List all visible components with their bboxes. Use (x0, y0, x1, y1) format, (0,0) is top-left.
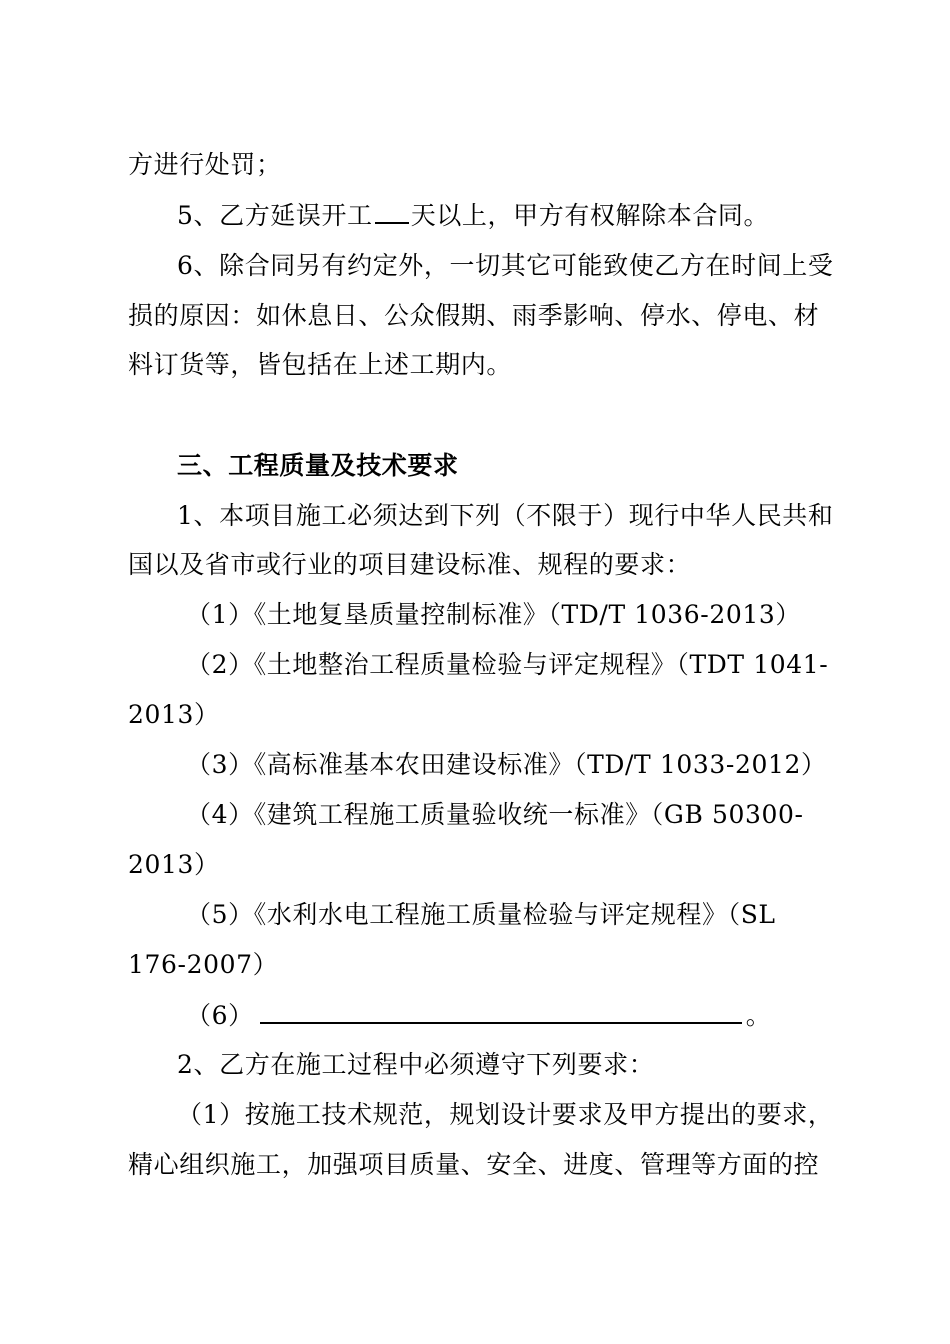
standard-6-blank-field[interactable] (260, 1000, 742, 1024)
clause-5 (177, 200, 769, 230)
requirement-1-line-2: 精心组织施工，加强项目质量、安全、进度、管理等方面的控 (128, 1150, 820, 1179)
clause-6-line-1: 6、除合同另有约定外，一切其它可能致使乙方在时间上受 (177, 251, 834, 280)
standard-item-3: （3）《高标准基本农田建设标准》（TD/T 1033-2012） (186, 750, 827, 779)
quality-clause-2: 2、乙方在施工过程中必须遵守下列要求： (177, 1050, 655, 1079)
standard-item-6-period: 。 (745, 1001, 772, 1030)
clause-5-text-before-blank: 5、乙方延误开工 (177, 201, 373, 230)
requirement-1-line-1: （1）按施工技术规范，规划设计要求及甲方提出的要求， (177, 1100, 834, 1129)
standard-item-6 (186, 1000, 771, 1030)
standard-item-4-continued: 2013） (128, 850, 220, 879)
standard-item-1: （1）《土地复垦质量控制标准》（TD/T 1036-2013） (186, 600, 801, 629)
standard-item-4: （4）《建筑工程施工质量验收统一标准》（GB 50300- (186, 800, 804, 829)
section-3-heading: 三、工程质量及技术要求 (177, 451, 459, 480)
standard-item-6-label: （6） (186, 1001, 254, 1030)
paragraph-line: 方进行处罚； (128, 150, 282, 179)
standard-item-5: （5）《水利水电工程施工质量检验与评定规程》（SL (186, 900, 776, 929)
standard-item-5-continued: 176-2007） (128, 950, 279, 979)
standard-item-2-continued: 2013） (128, 700, 220, 729)
quality-clause-1-line-2: 国以及省市或行业的项目建设标准、规程的要求： (128, 550, 692, 579)
clause-6-line-2: 损的原因：如休息日、公众假期、雨季影响、停水、停电、材 (128, 301, 820, 330)
days-blank-field[interactable] (375, 200, 409, 224)
clause-6-line-3: 料订货等，皆包括在上述工期内。 (128, 350, 513, 379)
quality-clause-1-line-1: 1、本项目施工必须达到下列（不限于）现行中华人民共和 (177, 501, 834, 530)
clause-5-text-after-blank: 天以上，甲方有权解除本合同。 (410, 201, 770, 230)
standard-item-2: （2）《土地整治工程质量检验与评定规程》（TDT 1041- (186, 650, 829, 679)
